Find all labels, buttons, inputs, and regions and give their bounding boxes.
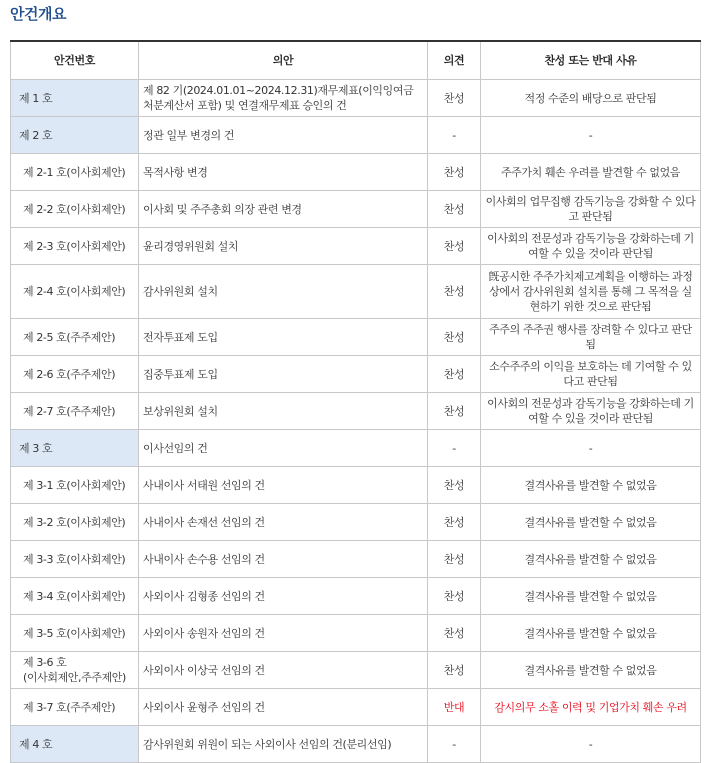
agenda-table <box>10 40 701 763</box>
agenda-number: 제 3-6 호 (이사회제안,주주제안) <box>11 652 139 689</box>
agenda-reason: 결격사유를 발견할 수 없었음 <box>481 578 701 615</box>
table-row <box>11 265 701 319</box>
agenda-item: 보상위원회 설치 <box>139 393 428 430</box>
table-row <box>11 689 701 726</box>
agenda-opinion: - <box>428 117 481 154</box>
header-item: 의안 <box>139 41 428 80</box>
table-row <box>11 393 701 430</box>
agenda-number: 제 3 호 <box>11 430 139 467</box>
agenda-item: 감사위원회 설치 <box>139 265 428 319</box>
agenda-item: 이사선임의 건 <box>139 430 428 467</box>
agenda-opinion: 찬성 <box>428 467 481 504</box>
agenda-reason: - <box>481 117 701 154</box>
table-row <box>11 191 701 228</box>
table-row <box>11 578 701 615</box>
agenda-opinion: 찬성 <box>428 578 481 615</box>
table-row <box>11 541 701 578</box>
agenda-reason: 소수주주의 이익을 보호하는 데 기여할 수 있다고 판단됨 <box>481 356 701 393</box>
agenda-item: 집중투표제 도입 <box>139 356 428 393</box>
agenda-reason: 주주의 주주권 행사를 장려할 수 있다고 판단됨 <box>481 319 701 356</box>
agenda-number: 제 2-4 호(이사회제안) <box>11 265 139 319</box>
agenda-number: 제 3-1 호(이사회제안) <box>11 467 139 504</box>
table-row <box>11 319 701 356</box>
agenda-number: 제 3-2 호(이사회제안) <box>11 504 139 541</box>
agenda-reason: 결격사유를 발견할 수 없었음 <box>481 541 701 578</box>
agenda-item: 제 82 기(2024.01.01~2024.12.31)재무제표(이익잉여금처분계산서 포함) 및 연결재무제표 승인의 건 <box>139 80 428 117</box>
agenda-number: 제 4 호 <box>11 726 139 763</box>
agenda-number: 제 2-7 호(주주제안) <box>11 393 139 430</box>
agenda-number: 제 2-5 호(주주제안) <box>11 319 139 356</box>
agenda-reason: 결격사유를 발견할 수 없었음 <box>481 615 701 652</box>
table-row <box>11 117 701 154</box>
agenda-item: 전자투표제 도입 <box>139 319 428 356</box>
agenda-reason: 이사회의 전문성과 감독기능을 강화하는데 기여할 수 있을 것이라 판단됨 <box>481 393 701 430</box>
agenda-item: 목적사항 변경 <box>139 154 428 191</box>
agenda-opinion: 찬성 <box>428 228 481 265</box>
agenda-item: 사내이사 서태원 선임의 건 <box>139 467 428 504</box>
agenda-reason: - <box>481 726 701 763</box>
agenda-reason: 결격사유를 발견할 수 없었음 <box>481 652 701 689</box>
agenda-opinion: 찬성 <box>428 191 481 228</box>
agenda-opinion: - <box>428 726 481 763</box>
agenda-opinion: 반대 <box>428 689 481 726</box>
table-row <box>11 615 701 652</box>
table-row <box>11 726 701 763</box>
agenda-item: 감사위원회 위원이 되는 사외이사 선임의 건(분리선임) <box>139 726 428 763</box>
table-row <box>11 430 701 467</box>
agenda-reason: 결격사유를 발견할 수 없었음 <box>481 467 701 504</box>
agenda-opinion: 찬성 <box>428 652 481 689</box>
agenda-opinion: 찬성 <box>428 319 481 356</box>
agenda-reason: 결격사유를 발견할 수 없었음 <box>481 504 701 541</box>
agenda-number: 제 1 호 <box>11 80 139 117</box>
agenda-item: 이사회 및 주주총회 의장 관련 변경 <box>139 191 428 228</box>
agenda-opinion: - <box>428 430 481 467</box>
header-reason: 찬성 또는 반대 사유 <box>481 41 701 80</box>
agenda-opinion: 찬성 <box>428 541 481 578</box>
agenda-item: 사외이사 김형종 선임의 건 <box>139 578 428 615</box>
agenda-item: 정관 일부 변경의 건 <box>139 117 428 154</box>
agenda-number: 제 2 호 <box>11 117 139 154</box>
table-row <box>11 154 701 191</box>
header-opinion: 의견 <box>428 41 481 80</box>
agenda-opinion: 찬성 <box>428 504 481 541</box>
table-row <box>11 356 701 393</box>
agenda-number: 제 2-2 호(이사회제안) <box>11 191 139 228</box>
agenda-item: 사외이사 송원자 선임의 건 <box>139 615 428 652</box>
agenda-reason: 감시의무 소홀 이력 및 기업가치 훼손 우려 <box>481 689 701 726</box>
agenda-reason: 주주가치 훼손 우려를 발견할 수 없었음 <box>481 154 701 191</box>
agenda-reason: 旣공시한 주주가치제고계획을 이행하는 과정상에서 감사위원회 설치를 통해 그 목적을 실현하기 위한 것으로 판단됨 <box>481 265 701 319</box>
agenda-opinion: 찬성 <box>428 615 481 652</box>
page-title: 안건개요 <box>10 5 66 23</box>
agenda-item: 사외이사 이상국 선임의 건 <box>139 652 428 689</box>
table-body <box>11 80 701 763</box>
header-no: 안건번호 <box>11 41 139 80</box>
agenda-number: 제 3-5 호(이사회제안) <box>11 615 139 652</box>
agenda-opinion: 찬성 <box>428 265 481 319</box>
agenda-opinion: 찬성 <box>428 356 481 393</box>
agenda-number: 제 2-3 호(이사회제안) <box>11 228 139 265</box>
agenda-item: 사내이사 손재선 선임의 건 <box>139 504 428 541</box>
agenda-item: 윤리경영위원회 설치 <box>139 228 428 265</box>
table-row <box>11 228 701 265</box>
table-row <box>11 504 701 541</box>
agenda-number: 제 2-1 호(이사회제안) <box>11 154 139 191</box>
agenda-reason: 이사회의 전문성과 감독기능을 강화하는데 기여할 수 있을 것이라 판단됨 <box>481 228 701 265</box>
table-row <box>11 652 701 689</box>
table-header <box>11 41 701 80</box>
agenda-reason: - <box>481 430 701 467</box>
agenda-number: 제 2-6 호(주주제안) <box>11 356 139 393</box>
table-row <box>11 80 701 117</box>
agenda-number: 제 3-4 호(이사회제안) <box>11 578 139 615</box>
agenda-opinion: 찬성 <box>428 154 481 191</box>
agenda-opinion: 찬성 <box>428 393 481 430</box>
agenda-item: 사외이사 윤형주 선임의 건 <box>139 689 428 726</box>
agenda-number: 제 3-7 호(주주제안) <box>11 689 139 726</box>
agenda-item: 사내이사 손수용 선임의 건 <box>139 541 428 578</box>
agenda-reason: 이사회의 업무집행 감독기능을 강화할 수 있다고 판단됨 <box>481 191 701 228</box>
agenda-number: 제 3-3 호(이사회제안) <box>11 541 139 578</box>
agenda-reason: 적정 수준의 배당으로 판단됨 <box>481 80 701 117</box>
table-row <box>11 467 701 504</box>
agenda-opinion: 찬성 <box>428 80 481 117</box>
